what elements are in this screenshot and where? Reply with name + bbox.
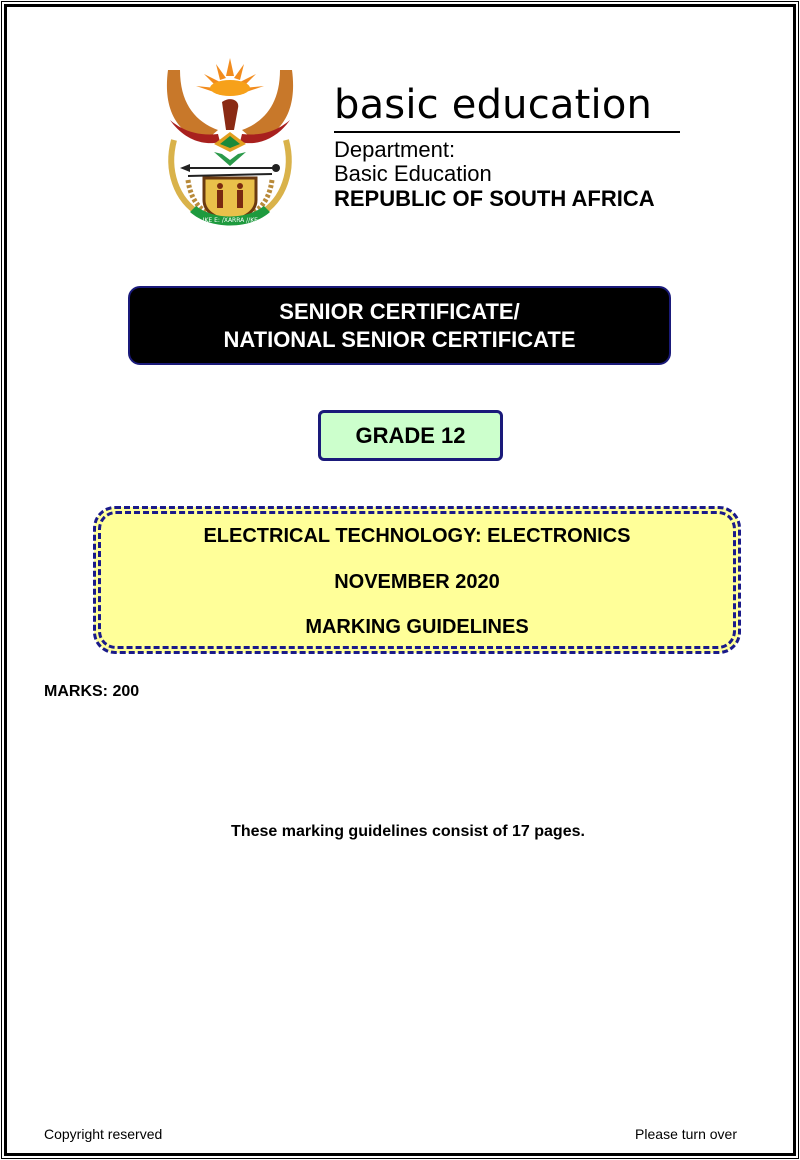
total-marks: MARKS: 200 [44,683,140,700]
country-name: REPUBLIC OF SOUTH AFRICA [334,186,655,211]
document-type: MARKING GUIDELINES [305,616,529,638]
subject-panel [94,507,740,653]
brand-block [334,82,680,212]
brand-divider [334,131,680,133]
footer-copyright: Copyright reserved [44,1126,163,1142]
certificate-line-2: NATIONAL SENIOR CERTIFICATE [223,326,576,352]
brand-title: basic education [334,82,653,128]
department-name: Basic Education [334,161,492,186]
grade-badge [318,410,503,461]
footer-turn-over: Please turn over [635,1126,737,1142]
certificate-banner [128,286,671,365]
certificate-line-1: SENIOR CERTIFICATE/ [279,298,520,324]
department-label: Department: [334,137,456,162]
page-count-note: These marking guidelines consist of 17 pages. [231,823,585,840]
svg-text:!KE E: /XARRA //KE: !KE E: /XARRA //KE [202,217,258,224]
coat-of-arms-icon [160,50,300,230]
grade-label: GRADE 12 [355,422,466,448]
exam-session: NOVEMBER 2020 [334,571,500,593]
subject-title: ELECTRICAL TECHNOLOGY: ELECTRONICS [203,525,631,547]
